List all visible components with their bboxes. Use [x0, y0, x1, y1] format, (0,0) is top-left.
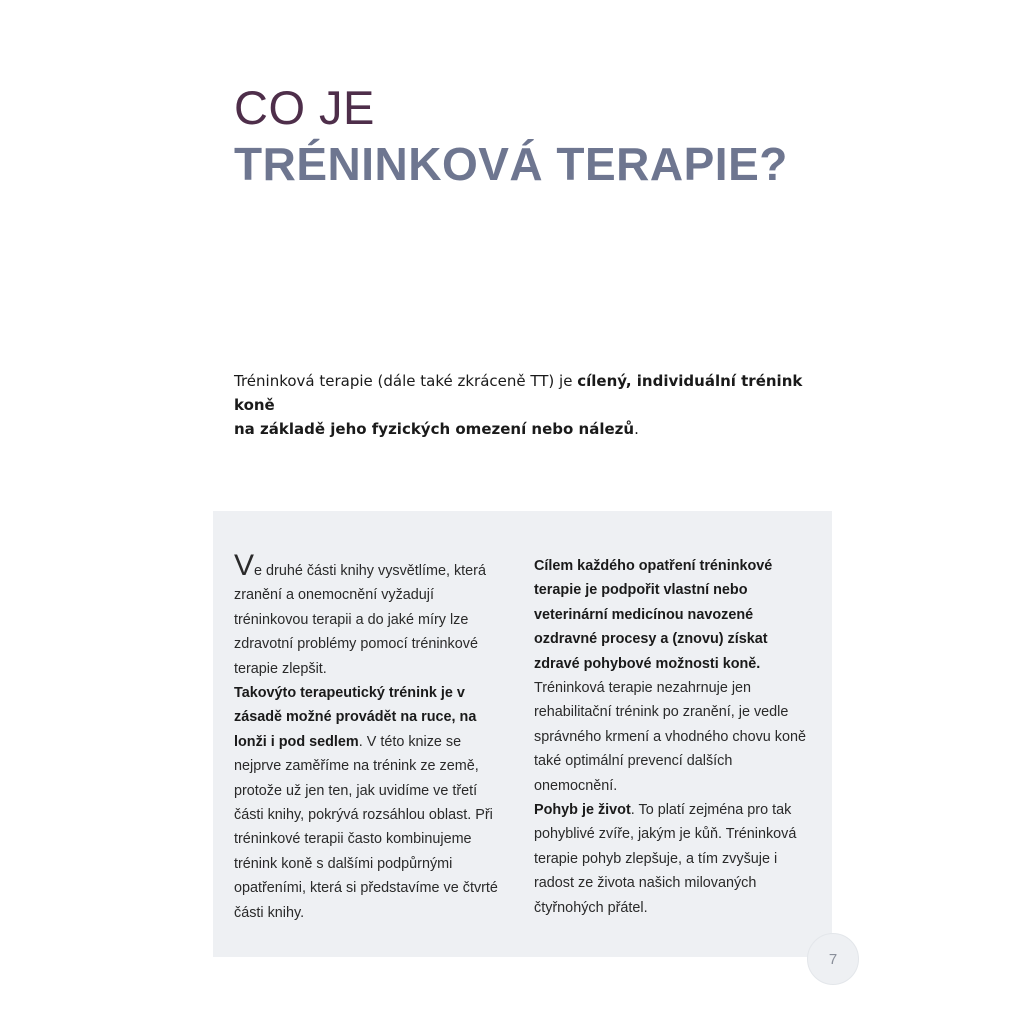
- title-line-1: CO JE: [234, 81, 375, 134]
- lead-bold-1: cílený, individuální trénink koně: [234, 372, 803, 414]
- title-line-2: TRÉNINKOVÁ TERAPIE?: [234, 138, 788, 190]
- right-paragraph-2: [534, 676, 810, 798]
- right-bold-1: Cílem každého opatření tréninkové terapie je podpořit vlastní nebo veterinární medicínou navozené ozdravné procesy a (znovu) získat zdravé pohybové možnosti koně.: [534, 558, 773, 672]
- page-number-badge: [807, 933, 859, 985]
- right-paragraph-3: [534, 798, 810, 920]
- left-paragraph-1: [234, 549, 510, 681]
- left-column: [234, 549, 510, 925]
- lead-text-1: Tréninková terapie (dále také zkráceně TT) je: [234, 372, 578, 390]
- right-bold-2: Pohyb je život: [534, 802, 631, 819]
- left-bold-1: Takovýto terapeutický trénink je v zásadě možné provádět na ruce, na lonži i pod sedlem: [234, 685, 477, 750]
- dropcap: V: [234, 549, 255, 582]
- lead-bold-2: na základě jeho fyzických omezení nebo nálezů: [234, 420, 635, 438]
- right-paragraph-1: [534, 554, 810, 676]
- left-paragraph-2: [234, 681, 510, 925]
- lead-paragraph: [234, 369, 834, 441]
- right-text-1: Tréninková terapie nezahrnuje jen rehabilitační trénink po zranění, je vedle správného krmení a vhodného chovu koně také optimální prevencí dalších onemocnění.: [534, 680, 807, 794]
- page-title: [234, 80, 788, 192]
- right-column: [534, 554, 810, 920]
- lead-text-2: .: [634, 420, 639, 438]
- left-text-2: . V této knize se nejprve zaměříme na trénink ze země, protože už jen ten, jak uvidíme ve třetí části knihy, pokrývá rozsáhlou oblast. Při tréninkové terapii často kombinujeme trénink koně s dalšími podpůrnými opatřeními, která si představíme ve čtvrté části knihy.: [234, 733, 498, 921]
- right-text-2: . To platí zejména pro tak pohyblivé zvíře, jakým je kůň. Tréninková terapie pohyb zlepšuje, a tím zvyšuje i radost ze života našich milovaných čtyřnohých přátel.: [534, 802, 797, 916]
- left-text-1: e druhé části knihy vysvětlíme, která zranění a onemocnění vyžadují tréninkovou terapii a do jaké míry lze zdravotní problémy pomocí tréninkové terapie zlepšit.: [234, 563, 486, 677]
- page-number: 7: [828, 950, 838, 968]
